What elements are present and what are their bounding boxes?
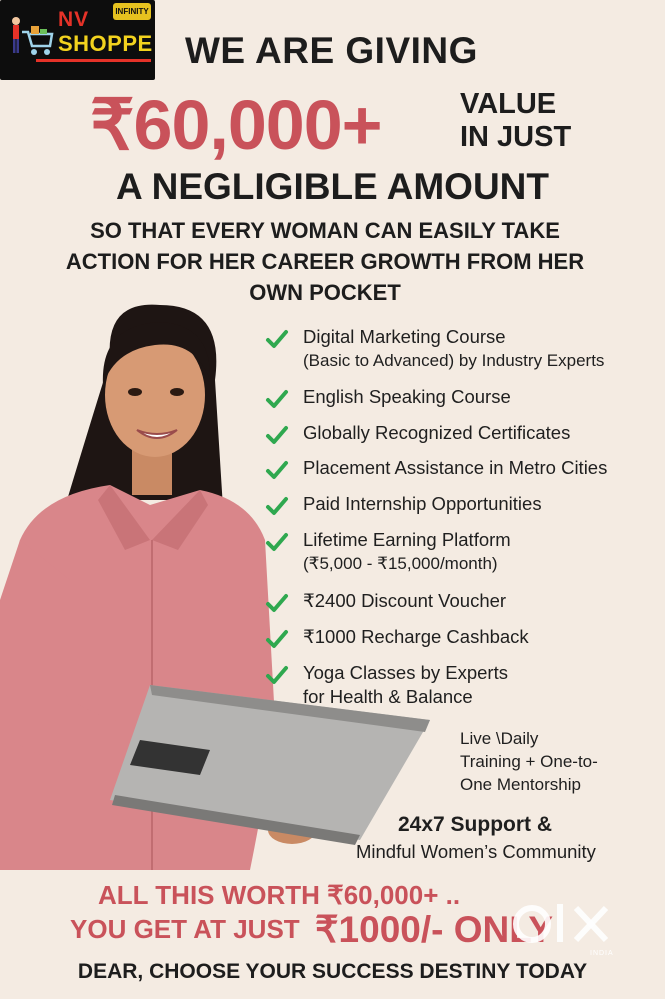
olx-watermark-icon	[510, 896, 630, 956]
feature-text	[303, 325, 604, 373]
feature-text: Globally Recognized Certificates	[303, 422, 571, 443]
check-icon	[265, 494, 289, 518]
headline-giving: WE ARE GIVING	[185, 30, 478, 71]
subtitle-line-1: SO THAT EVERY WOMAN CAN EASILY TAKE	[90, 218, 560, 243]
headline-value-line-1: VALUE	[460, 88, 557, 120]
check-icon	[265, 663, 289, 687]
feature-text: Paid Internship Opportunities	[303, 493, 542, 514]
feature-line-1: Digital Marketing Course	[303, 326, 506, 347]
worth-text: ALL THIS WORTH ₹60,000+ ..	[98, 880, 461, 910]
check-icon	[265, 591, 289, 615]
destiny-tagline: DEAR, CHOOSE YOUR SUCCESS DESTINY TODAY	[77, 960, 588, 983]
check-icon	[265, 423, 289, 447]
headline-value-line-2: IN JUST	[460, 121, 572, 153]
shopping-cart-icon	[6, 12, 54, 62]
logo-line-1: NV	[58, 8, 90, 31]
live-line-3: One Mentorship	[460, 775, 581, 794]
headline-amount: ₹60,000+	[90, 86, 382, 164]
feature-text: ₹1000 Recharge Cashback	[303, 626, 529, 647]
offer-price: ₹1000/- ONLY	[315, 909, 554, 950]
nv-shoppe-logo	[0, 0, 155, 80]
check-icon	[265, 627, 289, 651]
logo-badge: INFINITY	[113, 3, 151, 20]
feature-line-1: Yoga Classes by Experts	[303, 662, 508, 683]
get-just-text: YOU GET AT JUST	[70, 914, 300, 944]
feature-line-2: (₹5,000 - ₹15,000/month)	[303, 554, 498, 573]
logo-line-2: SHOPPE	[58, 31, 153, 56]
subtitle-line-2: ACTION FOR HER CAREER GROWTH FROM HER	[65, 249, 585, 274]
feature-text: Placement Assistance in Metro Cities	[303, 457, 608, 478]
feature-text: ₹2400 Discount Voucher	[303, 590, 507, 611]
headline-negligible: A NEGLIGIBLE AMOUNT	[115, 166, 549, 207]
check-icon	[265, 327, 289, 351]
headline-value	[460, 88, 571, 154]
feature-text: English Speaking Course	[303, 386, 511, 407]
feature-text	[303, 528, 511, 576]
olx-watermark-sub: INDIA	[590, 950, 614, 957]
feature-line-2: (Basic to Advanced) by Industry Experts	[303, 351, 605, 370]
feature-text	[303, 661, 508, 709]
feature-line-2: for Health & Balance	[303, 686, 473, 707]
live-line-1: Live \Daily	[460, 729, 539, 748]
check-icon	[265, 387, 289, 411]
check-icon	[265, 458, 289, 482]
live-training-note	[460, 727, 598, 796]
check-icon	[265, 530, 289, 554]
feature-line-1: Lifetime Earning Platform	[303, 529, 511, 550]
live-line-2: Training + One-to-	[460, 752, 598, 771]
support-subtitle: Mindful Women’s Community	[356, 841, 596, 862]
support-title: 24x7 Support &	[398, 813, 553, 836]
subtitle-line-3: OWN POCKET	[249, 280, 401, 305]
headline-subtitle	[40, 215, 610, 308]
logo-tagline-bar	[36, 59, 151, 62]
